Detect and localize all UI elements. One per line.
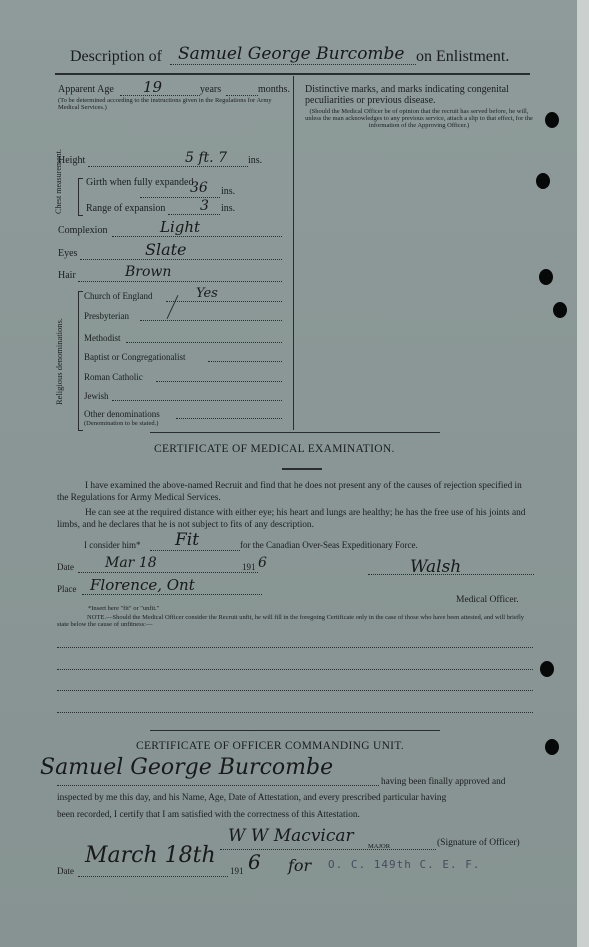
girth-label: Girth when fully expanded [86, 177, 194, 188]
medical-date-year-suffix: 6 [258, 555, 267, 571]
co-date-year-suffix: 6 [248, 850, 261, 874]
punch-hole [539, 269, 553, 285]
co-for-text: for [288, 856, 312, 875]
signature-stamp: MAJOR [368, 843, 391, 850]
range-unit: ins. [221, 203, 236, 214]
medical-para-2: He can see at the required distance with either eye; his heart and lungs are healthy; he has the free use of his joints and limbs, and he declares that he is not subject to fits of any description. [57, 508, 526, 530]
punch-hole [545, 112, 559, 128]
months-label: months. [258, 84, 290, 95]
form-title-prefix: Description of [70, 48, 162, 65]
signature-of-officer-label: (Signature of Officer) [437, 838, 520, 848]
recruit-name-handwritten: Samuel George Burcombe [178, 44, 405, 64]
co-date-label: Date [57, 866, 74, 876]
medical-certificate-heading: CERTIFICATE OF MEDICAL EXAMINATION. [154, 443, 395, 455]
range-value: 3 [200, 198, 209, 214]
religion-methodist: Methodist [84, 333, 121, 343]
girth-unit: ins. [221, 186, 236, 197]
complexion-label: Complexion [58, 225, 108, 236]
religion-jewish: Jewish [84, 391, 109, 401]
religion-church-of-england: Church of England [84, 291, 153, 301]
height-label: Height [58, 155, 86, 166]
co-officer-signature: W W Macvicar [228, 826, 354, 846]
age-note: (To be determined according to the instructions given in the Regulations for Army Medical Services.) [58, 97, 272, 111]
hair-value: Brown [125, 264, 172, 280]
medical-date-value: Mar 18 [105, 555, 157, 571]
distinctive-marks-note: (Should the Medical Officer be of opinion that the recruit has served before, he will, unless the man acknowledges to any previous service, attach a slip to that effect, for the information of the Approving Officer.) [305, 108, 533, 129]
co-date-value: March 18th [85, 843, 216, 868]
medical-note: NOTE.—Should the Medical Officer consider the Recruit unfit, he will fill in the foregoing Certificate only in the case of those who have been attested, and will briefly state below the cause of unfitness:— [57, 614, 525, 628]
fit-unfit-footnote: *Insert here "fit" or "unfit." [88, 605, 160, 612]
unit-stamp: O. C. 149th C. E. F. [328, 858, 481, 871]
co-date-year-prefix: 191 [230, 866, 244, 876]
medical-place-label: Place [57, 584, 77, 594]
religion-church-of-england-mark: Yes [196, 286, 218, 301]
religion-presbyterian: Presbyterian [84, 311, 129, 321]
height-value: 5 ft. 7 [185, 150, 227, 166]
commanding-certificate-heading: CERTIFICATE OF OFFICER COMMANDING UNIT. [136, 740, 404, 752]
distinctive-marks-label: Distinctive marks, and marks indicating congenital peculiarities or previous disease. [305, 84, 509, 106]
hair-label: Hair [58, 270, 76, 281]
approved-text: having been finally approved and [381, 777, 506, 787]
eyes-value: Slate [145, 240, 187, 259]
medical-place-value: Florence, Ont [90, 576, 195, 594]
religion-roman-catholic: Roman Catholic [84, 372, 143, 382]
age-label: Apparent Age [58, 84, 114, 95]
punch-hole [540, 661, 554, 677]
punch-hole [536, 173, 550, 189]
co-para-line-2: inspected by me this day, and his Name, Age, Date of Attestation, and every prescribed particular having [57, 793, 447, 803]
chest-measurement-label: Chest measurement. [54, 149, 63, 214]
co-para-line-3: been recorded, I certify that I am satisfied with the correctness of this Attestation. [57, 810, 360, 820]
complexion-value: Light [160, 218, 201, 236]
range-label: Range of expansion [86, 203, 166, 214]
consider-label: I consider him* [84, 540, 141, 550]
scan-edge [577, 0, 589, 947]
medical-date-year-prefix: 191 [242, 562, 256, 572]
religion-other: Other denominations [84, 409, 160, 419]
consider-suffix: for the Canadian Over-Seas Expeditionary Force. [240, 540, 418, 550]
medical-officer-label: Medical Officer. [456, 595, 519, 605]
religious-denominations-label: Religious denominations. [54, 318, 64, 405]
co-recruit-name: Samuel George Burcombe [40, 755, 334, 780]
punch-hole [545, 739, 559, 755]
girth-value: 36 [190, 180, 208, 196]
years-label: years [200, 84, 222, 95]
punch-hole [553, 302, 567, 318]
eyes-label: Eyes [58, 248, 78, 259]
form-title-suffix: on Enlistment. [416, 48, 510, 65]
age-value: 19 [143, 78, 163, 96]
denomination-note: (Denomination to be stated.) [84, 420, 159, 427]
medical-para-1: I have examined the above-named Recruit and find that he does not present any of the causes of rejection specified in the Regulations for Army Medical Services. [57, 481, 522, 503]
religion-baptist: Baptist or Congregationalist [84, 352, 186, 362]
medical-officer-signature: Walsh [410, 557, 462, 577]
height-unit: ins. [248, 155, 263, 166]
consider-value: Fit [175, 530, 200, 550]
medical-date-label: Date [57, 562, 74, 572]
